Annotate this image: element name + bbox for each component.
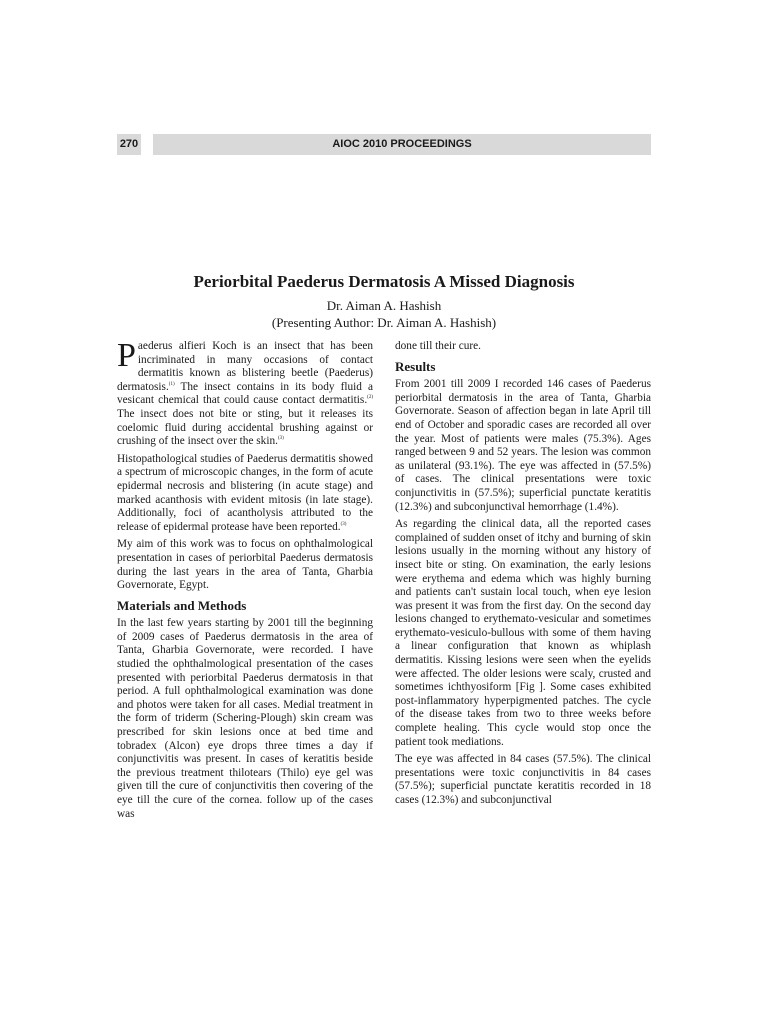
running-header <box>117 134 651 155</box>
left-column <box>117 337 373 825</box>
methods-continued: done till their cure. <box>395 340 481 352</box>
intro-paragraph-2: Histopathological studies of Paederus dermatitis showed a spectrum of microscopic changes, in the form of acute epidermal necrosis and blistering (in acute stage) and marked acanthosis with evident mitosis (in late stage). Additionally, foci of acantholysis attributed to the release of epidermal protease have been reported.$^{(3)}$ <box>117 452 373 533</box>
intro-paragraph-1: Paederus alfieri Koch is an insect that has been incriminated in many occasions of contact dermatitis known as blistering beetle (Paederus) dermatosis.$^{(1)}$ The insect contains in its body fluid a vesicant chemical that could cause contact dermatitis.$^{(2)}$ The insect does not bite or sting, but it releases its coelomic fluid during accidental brushing against or crushing of the insect over the skin.$^{(3)}$ <box>117 337 373 448</box>
results-paragraph-1: From 2001 till 2009 I recorded 146 cases of Paederus periorbital dermatosis in the area of Tanta, Gharbia Governorate. Season of affection began in late April till end of October and sporadic cases are recorded all over the year. Most of patients were males (75.3%). Ages ranged between 9 and 52 years. The lesion was common as unilateral (93.1%). The eye was affected in (57.5%) of cases. The clinical presentations were toxic conjunctivitis in (57.5%); superficial punctate keratitis (12.3%) and subconjunctival hemorrhage (1.4%). <box>395 378 651 513</box>
reference-marker: (3) <box>340 521 347 527</box>
methods-heading: Materials and Methods <box>117 597 247 613</box>
page-number: 270 <box>117 134 141 155</box>
reference-marker: (2) <box>367 395 373 401</box>
intro-paragraph-3: My aim of this work was to focus on ophthalmological presentation in cases of periorbital Paederus dermatosis during the last years in the area of Tanta, Gharbia Governorate, Egypt. <box>117 538 373 592</box>
results-paragraph-2: As regarding the clinical data, all the reported cases complained of sudden onset of itchy and burning of skin lesions usually in the morning without any history of insect bite or sting. On examination, the early lesions were erythema and edema which was highly burning and patients can't sustain local touch, when eye lesion was present it was from the first day. On the second day lesions changed to erythemato-vesicular and sometimes erythemato-vesiculo-bullous with some of them having a linear configuration that known as whiplash dermatitis. Kissing lesions were seen when the eyelids were affected. The older lesions were scaly, crusted and sometimes ichthyosiform [Fig ]. Some cases exhibited post-inflammatory hyperpigmented patches. The cycle of the disease takes from two to three weeks before complete healing. This cycle would stop once the patient took mediations. <box>395 518 651 748</box>
results-paragraph-3: The eye was affected in 84 cases (57.5%). The clinical presentations were toxic conjunctivitis in 84 cases (57.5%); superficial punctate keratitis recorded in 18 cases (12.3%) and subconjunctival <box>395 753 651 806</box>
reference-marker: (1) <box>168 382 175 388</box>
presenting-author: (Presenting Author: Dr. Aiman A. Hashish) <box>271 315 497 330</box>
methods-paragraph: In the last few years starting by 2001 till the beginning of 2009 cases of Paederus dermatosis in the area of Tanta, Gharbia Governorate, were recorded. I have studied the ophthalmological presentation of the cases presented with periorbital Paederus dermatosis in that period. A full ophthalmological examination was done and photos were taken for all cases. Medial treatment in the form of triderm (Schering-Plough) skin cream was prescribed for skin lesions once at bed time and tobradex (Alcon) eye drops three times a day if conjunctivitis was present. In cases of keratitis beside the previous treatment thilotears (Thilo) eye gel was given till the cure of conjunctivitis then covering of the eye till the cure of the cornea. follow up of the cases was <box>117 617 373 820</box>
reference-marker: (3) <box>277 436 284 442</box>
drop-cap: P <box>117 337 136 374</box>
results-heading: Results <box>395 358 436 374</box>
article-title: Periorbital Paederus Dermatosis A Missed Diagnosis <box>193 272 575 291</box>
right-column <box>395 340 651 812</box>
author-name: Dr. Aiman A. Hashish <box>326 298 442 313</box>
proceedings-title: AIOC 2010 PROCEEDINGS <box>153 134 651 155</box>
